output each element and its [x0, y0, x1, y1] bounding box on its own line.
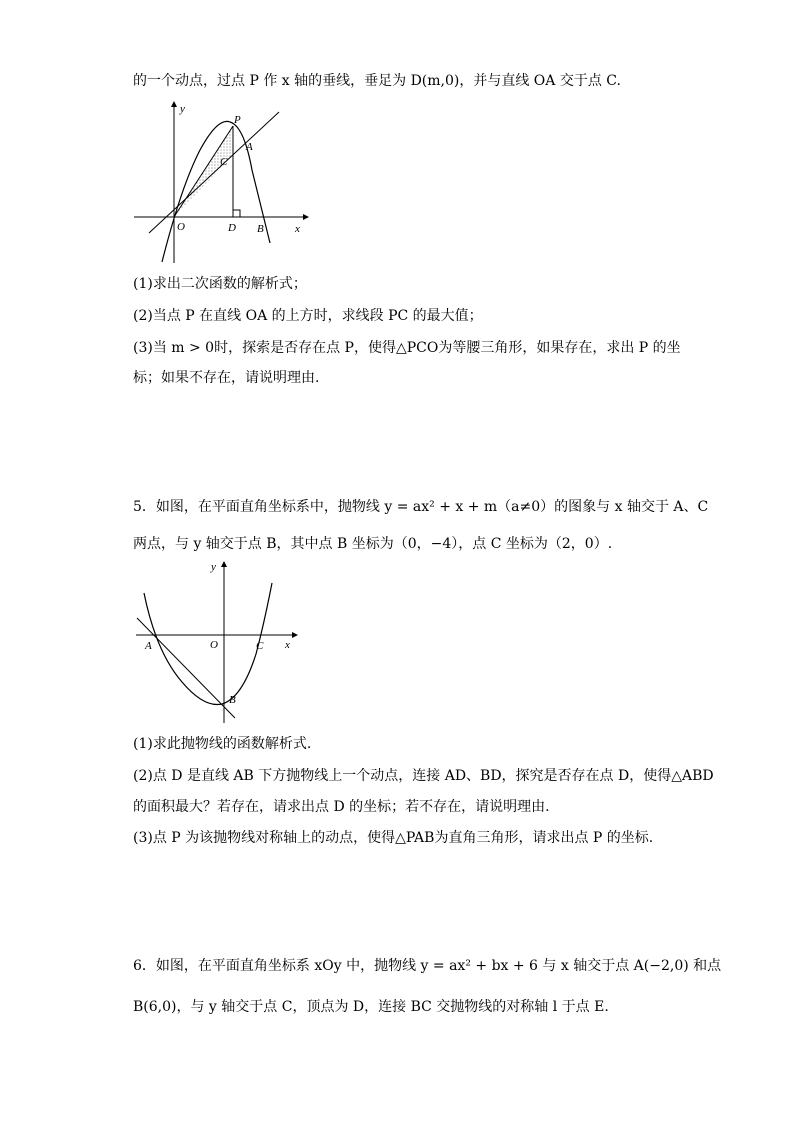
- q4-part2: (2)当点 P 在直线 OA 的上方时，求线段 PC 的最大值；: [133, 308, 483, 324]
- q4-part1: (1)求出二次函数的解析式；: [133, 276, 307, 292]
- q5-part3: (3)点 P 为该抛物线对称轴上的动点，使得△PAB为直角三角形，请求出点 P 的坐标.: [133, 830, 654, 846]
- q4-part3-line1: (3)当 m > 0时，探索是否存在点 P，使得△PCO为等腰三角形，如果存在，求出 P 的坐: [133, 340, 681, 356]
- q5-line1: 5．如图，在平面直角坐标系中，抛物线 y = ax² + x + m（a≠0）的图象与 x 轴交于 A、C: [133, 499, 709, 515]
- q4-line-OA: [149, 112, 279, 233]
- q4-figure: [130, 98, 315, 266]
- q4-label-P: P: [234, 114, 241, 126]
- q4-label-C: C: [220, 156, 228, 168]
- q6-line1: 6．如图，在平面直角坐标系 xOy 中，抛物线 y = ax² + bx + 6 与 x 轴交于点 A(−2,0) 和点: [133, 958, 722, 974]
- q4-label-O: O: [177, 221, 185, 233]
- q4-label-B: B: [257, 223, 264, 235]
- q4-label-A: A: [246, 141, 253, 153]
- q4-label-y: y: [180, 103, 185, 115]
- q4-label-D: D: [228, 222, 236, 234]
- q4-intro: 的一个动点，过点 P 作 x 轴的垂线，垂足为 D(m,0)，并与直线 OA 交于点 C.: [133, 73, 621, 89]
- q5-part2-line2: 的面积最大？若存在，请求出点 D 的坐标；若不存在，请说明理由.: [133, 799, 550, 815]
- q5-label-A: A: [145, 640, 152, 652]
- q4-line-OP: [174, 126, 233, 217]
- q4-part3-line2: 标；如果不存在，请说明理由.: [133, 370, 320, 386]
- q4-parabola: [162, 121, 270, 262]
- q5-label-x: x: [285, 639, 290, 651]
- q5-parabola: [144, 583, 272, 705]
- q5-part2-line1: (2)点 D 是直线 AB 下方抛物线上一个动点，连接 AD、BD，探究是否存在点 D，使得△ABD: [133, 768, 714, 784]
- q5-line-AB: [137, 618, 235, 718]
- q6-line2: B(6,0)，与 y 轴交于点 C，顶点为 D，连接 BC 交抛物线的对称轴 l 于点 E.: [133, 999, 609, 1015]
- q5-label-B: B: [229, 694, 236, 706]
- q5-figure: [132, 558, 302, 726]
- q5-label-O: O: [210, 639, 218, 651]
- q4-right-angle-mark: [233, 210, 240, 217]
- q5-part1: (1)求此抛物线的函数解析式.: [133, 736, 312, 752]
- q4-label-x: x: [295, 223, 300, 235]
- q5-label-y: y: [211, 561, 216, 573]
- q5-line2: 两点，与 y 轴交于点 B，其中点 B 坐标为（0，−4），点 C 坐标为（2，0）.: [133, 536, 613, 552]
- q5-label-C: C: [256, 640, 264, 652]
